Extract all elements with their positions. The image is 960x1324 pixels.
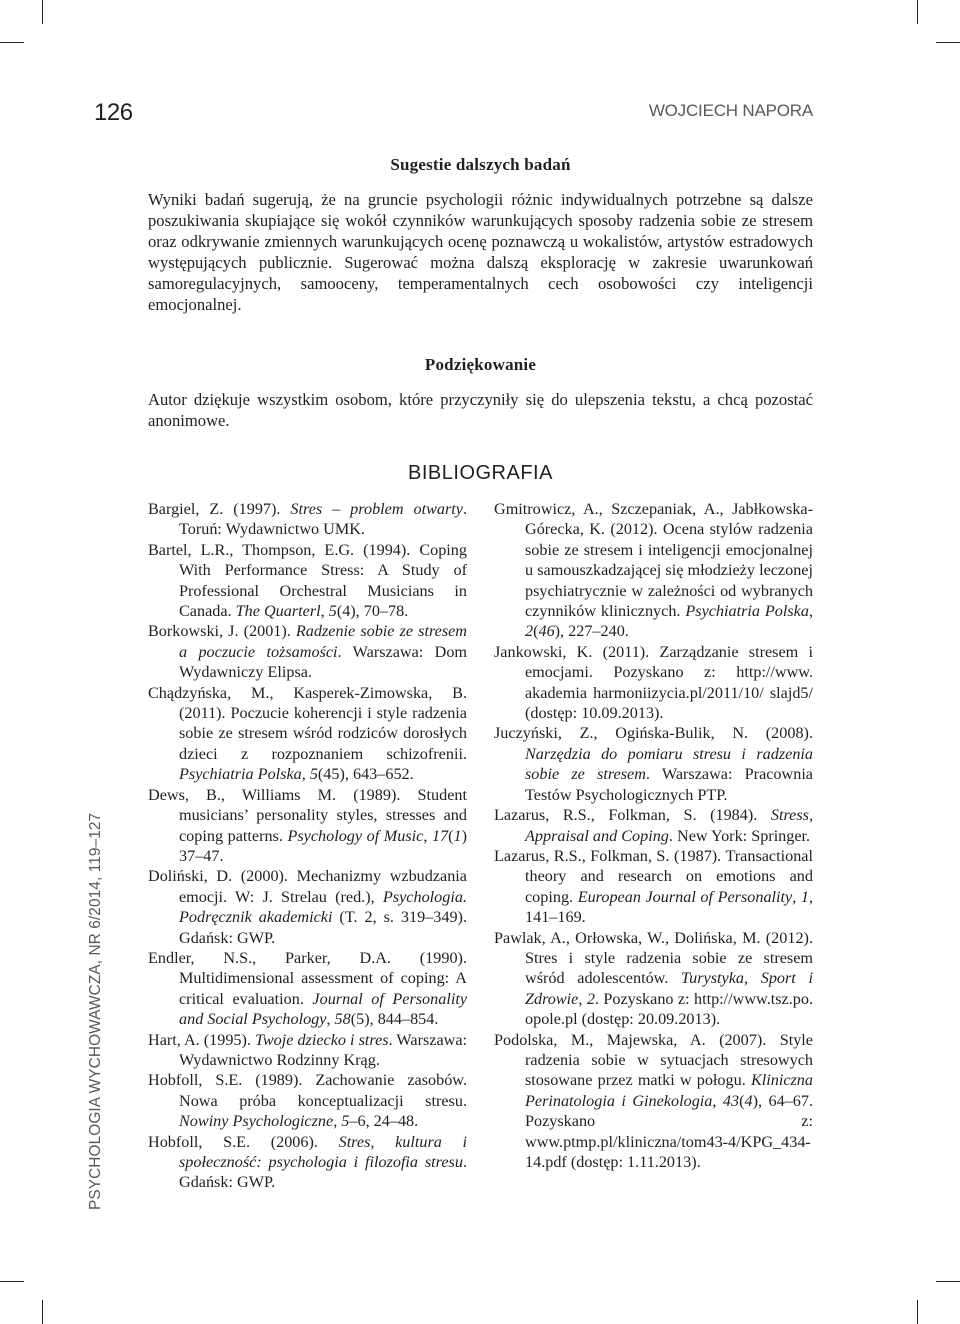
reference-entry (148, 785, 467, 867)
reference-text: ), 64–67. Pozyskano z: www.ptmp.pl/kliniczna/tom43-4/KPG_434-14.pdf (dostęp: 1.11.2013). (525, 1091, 813, 1171)
section-title-suggestions: Sugestie dalszych badań (390, 155, 571, 174)
reference-entry (148, 1030, 467, 1071)
reference-text: ( (448, 826, 454, 845)
reference-text: , (423, 826, 432, 845)
reference-text: Psychiatria Polska (179, 765, 302, 784)
reference-text: Nowiny Psychologiczne (179, 1112, 334, 1131)
reference-entry (148, 1132, 467, 1193)
reference-entry (494, 723, 813, 805)
suggestions-paragraph: Wyniki badań sugerują, że na gruncie psychologii różnic indywidualnych potrzebne są dalsze poszukiwania skupiające się wokół czynników warunkujących sposoby radzenia sobie ze stresem oraz odkrywanie zmiennych warunkujących ocenę poznawczą u wokalistów, artystów estradowych występujących publicznie. Sugerować można dalszą eksplorację w zakresie uwarunkowań samoregulacyjnych, samooceny, temperamentalnych cech osobowości czy inteligencji emocjonalnej. (148, 190, 813, 314)
reference-entry (148, 499, 467, 540)
reference-text: Radzenie sobie ze stresem a poczucie tożsamości (179, 622, 468, 661)
reference-text: Bargiel, Z. (1997). (148, 500, 291, 518)
reference-text: , (712, 1091, 723, 1110)
reference-text: Psychologia. Podręcznik akademicki (179, 887, 467, 927)
reference-text: Hobfoll, S.E. (2006). (148, 1132, 339, 1151)
reference-text: 46 (538, 622, 555, 641)
reference-text: –6, 24–48. (349, 1112, 419, 1131)
side-journal-info: PSYCHOLOGIA WYCHOWAWCZA, NR 6/2014, 119–127 (87, 812, 104, 1210)
reference-entry (148, 621, 467, 682)
reference-text: Narzędzia do pomiaru stresu i radzenia sobie ze stresem (525, 744, 813, 784)
bibliography-title: BIBLIOGRAFIA (408, 462, 553, 484)
bibliography-column-left (148, 499, 467, 1193)
reference-text: Stres – problem otwarty (290, 500, 463, 518)
reference-text: 17 (431, 826, 449, 845)
reference-text: 4 (744, 1091, 753, 1110)
reference-text: ( (533, 622, 539, 641)
reference-entry (494, 928, 813, 1030)
reference-entry (148, 540, 467, 622)
reference-text: European Journal of Personality (577, 887, 793, 906)
reference-text: , (792, 887, 801, 906)
section-title-acknowledgement: Podziękowanie (424, 355, 537, 374)
reference-entry (148, 866, 467, 948)
reference-text: . Pozyskano z: http://www.tsz.po. opole.pl (dostęp: 20.09.2013). (525, 989, 814, 1029)
reference-text: Psychiatria Polska (685, 602, 809, 621)
reference-text: Dews, B., Williams M. (1989). Student musicians’ personality styles, stresses and coping patterns. (148, 785, 467, 845)
reference-text: . Warszawa: Pracownia Testów Psychologicznych PTP. (525, 765, 813, 804)
reference-text: Hart, A. (1995). (148, 1030, 256, 1049)
reference-text: . Warszawa: Dom Wydawniczy Elipsa. (179, 642, 468, 682)
reference-entry (494, 805, 813, 846)
reference-text: (4), 70–78. (336, 602, 409, 621)
crop-mark (42, 0, 43, 24)
reference-text: Jankowski, K. (2011). Zarządzanie stresem i emocjami. Pozyskano z: http://www. akademia harmoniizycia.pl/2011/10/ slajd5/ (dostęp: 10.09.2013). (494, 642, 813, 723)
reference-text: 1 (800, 887, 809, 906)
reference-text: 2 (525, 622, 534, 641)
reference-text: , 141–169. (525, 887, 813, 927)
reference-text: Endler, N.S., Parker, D.A. (1990). Multidimensional assessment of coping: A critical evaluation. (148, 948, 467, 1008)
reference-text: 5 (309, 765, 318, 784)
crop-mark (917, 1300, 918, 1324)
crop-mark (936, 42, 960, 43)
reference-text: ( (739, 1091, 745, 1110)
reference-text: Turystyka, Sport i Zdrowie (525, 969, 813, 1008)
reference-text: , (301, 765, 310, 784)
reference-text: Psychology of Music (287, 826, 424, 845)
reference-text: , (320, 602, 329, 621)
reference-text: Juczyński, Z., Ogińska-Bulik, N. (2008). (494, 724, 813, 743)
reference-text: (5), 844–854. (350, 1010, 439, 1029)
reference-entry (148, 1070, 467, 1131)
reference-text: 5 (341, 1112, 350, 1131)
reference-entry (148, 948, 467, 1030)
page-number: 126 (94, 99, 133, 126)
acknowledgement-paragraph: Autor dziękuje wszystkim osobom, które przyczyniły się do ulepszenia tekstu, a chcą pozostać anonimowe. (148, 390, 813, 430)
reference-text: Kliniczna Perinatologia i Ginekologia (525, 1071, 813, 1110)
crop-mark (42, 1300, 43, 1324)
main-text (148, 155, 813, 431)
reference-text: ), 227–240. (554, 622, 629, 641)
reference-text: , (578, 989, 587, 1008)
reference-text: Bartel, L.R., Thompson, E.G. (1994). Coping With Performance Stress: A Study of Professional Orchestral Musicians in Canada. (148, 540, 467, 621)
reference-text: 43 (722, 1091, 740, 1110)
reference-text: . Warszawa: Wydawnictwo Rodzinny Krąg. (179, 1030, 468, 1069)
reference-text: Doliński, D. (2000). Mechanizmy wzbudzania emocji. W: J. Strelau (red.), (148, 867, 467, 906)
crop-mark (0, 42, 24, 43)
reference-entry (494, 1030, 813, 1173)
reference-text: Chądzyńska, M., Kasperek-Zimowska, B. (2011). Poczucie koherencji i style radzenia sobie ze stresem wśród rodziców dorosłych dzieci z rozpoznaniem schizofrenii. (148, 683, 467, 763)
reference-text: ) 37–47. (179, 826, 467, 865)
reference-text: 58 (334, 1010, 351, 1029)
reference-text: Podolska, M., Majewska, A. (2007). Style radzenia sobie w sytuacjach stresowych stosowane przez matki w połogu. (494, 1030, 813, 1090)
reference-text: (T. 2, s. 319–349). Gdańsk: GWP. (179, 908, 467, 947)
reference-text: , (333, 1112, 342, 1131)
reference-text: Twoje dziecko i stres (255, 1030, 389, 1049)
reference-entry (494, 846, 813, 928)
reference-text: 5 (328, 602, 337, 621)
reference-text: Pawlak, A., Orłowska, W., Dolińska, M. (2012). Stres i style radzenia sobie ze stresem wśród adolescentów. (494, 928, 813, 988)
reference-text: 1 (453, 826, 462, 845)
reference-text: , (326, 1010, 335, 1029)
reference-text: The Quarterl (235, 602, 321, 621)
reference-text: Stress, Appraisal and Coping (525, 806, 813, 845)
reference-entry (148, 683, 467, 785)
reference-text: Journal of Personality and Social Psychology (179, 989, 468, 1029)
reference-text: Borkowski, J. (2001). (148, 622, 296, 641)
reference-text: . Toruń: Wydawnictwo UMK. (179, 500, 467, 539)
reference-text: Stres, kultura i społeczność: psychologia i filozofia stresu (179, 1132, 467, 1171)
reference-entry (494, 642, 813, 724)
crop-mark (917, 0, 918, 24)
reference-text: Gmitrowicz, A., Szczepaniak, A., Jabłkowska-Górecka, K. (2012). Ocena stylów radzenia sobie ze stresem i inteligencji emocjonalnej u samouszkadzającej się młodzieży leczonej psychiatrycznie w zależności od wybranych czynników klinicznych. (494, 500, 813, 621)
reference-text: 2 (586, 989, 595, 1008)
bibliography-column-right (494, 499, 813, 1172)
reference-text: . Gdańsk: GWP. (179, 1153, 467, 1192)
crop-mark (0, 1281, 24, 1282)
reference-text: Hobfoll, S.E. (1989). Zachowanie zasobów. Nowa próba konceptualizacji stresu. (148, 1071, 467, 1110)
running-head-author: WOJCIECH NAPORA (648, 101, 813, 120)
crop-mark (936, 1281, 960, 1282)
reference-text: . New York: Springer. (668, 826, 811, 845)
reference-entry (494, 499, 813, 642)
reference-text: , (808, 602, 813, 621)
reference-text: Lazarus, R.S., Folkman, S. (1984). (494, 806, 771, 825)
reference-text: (45), 643–652. (317, 765, 414, 784)
reference-text: Lazarus, R.S., Folkman, S. (1987). Transactional theory and research on emotions and coping. (494, 846, 813, 906)
